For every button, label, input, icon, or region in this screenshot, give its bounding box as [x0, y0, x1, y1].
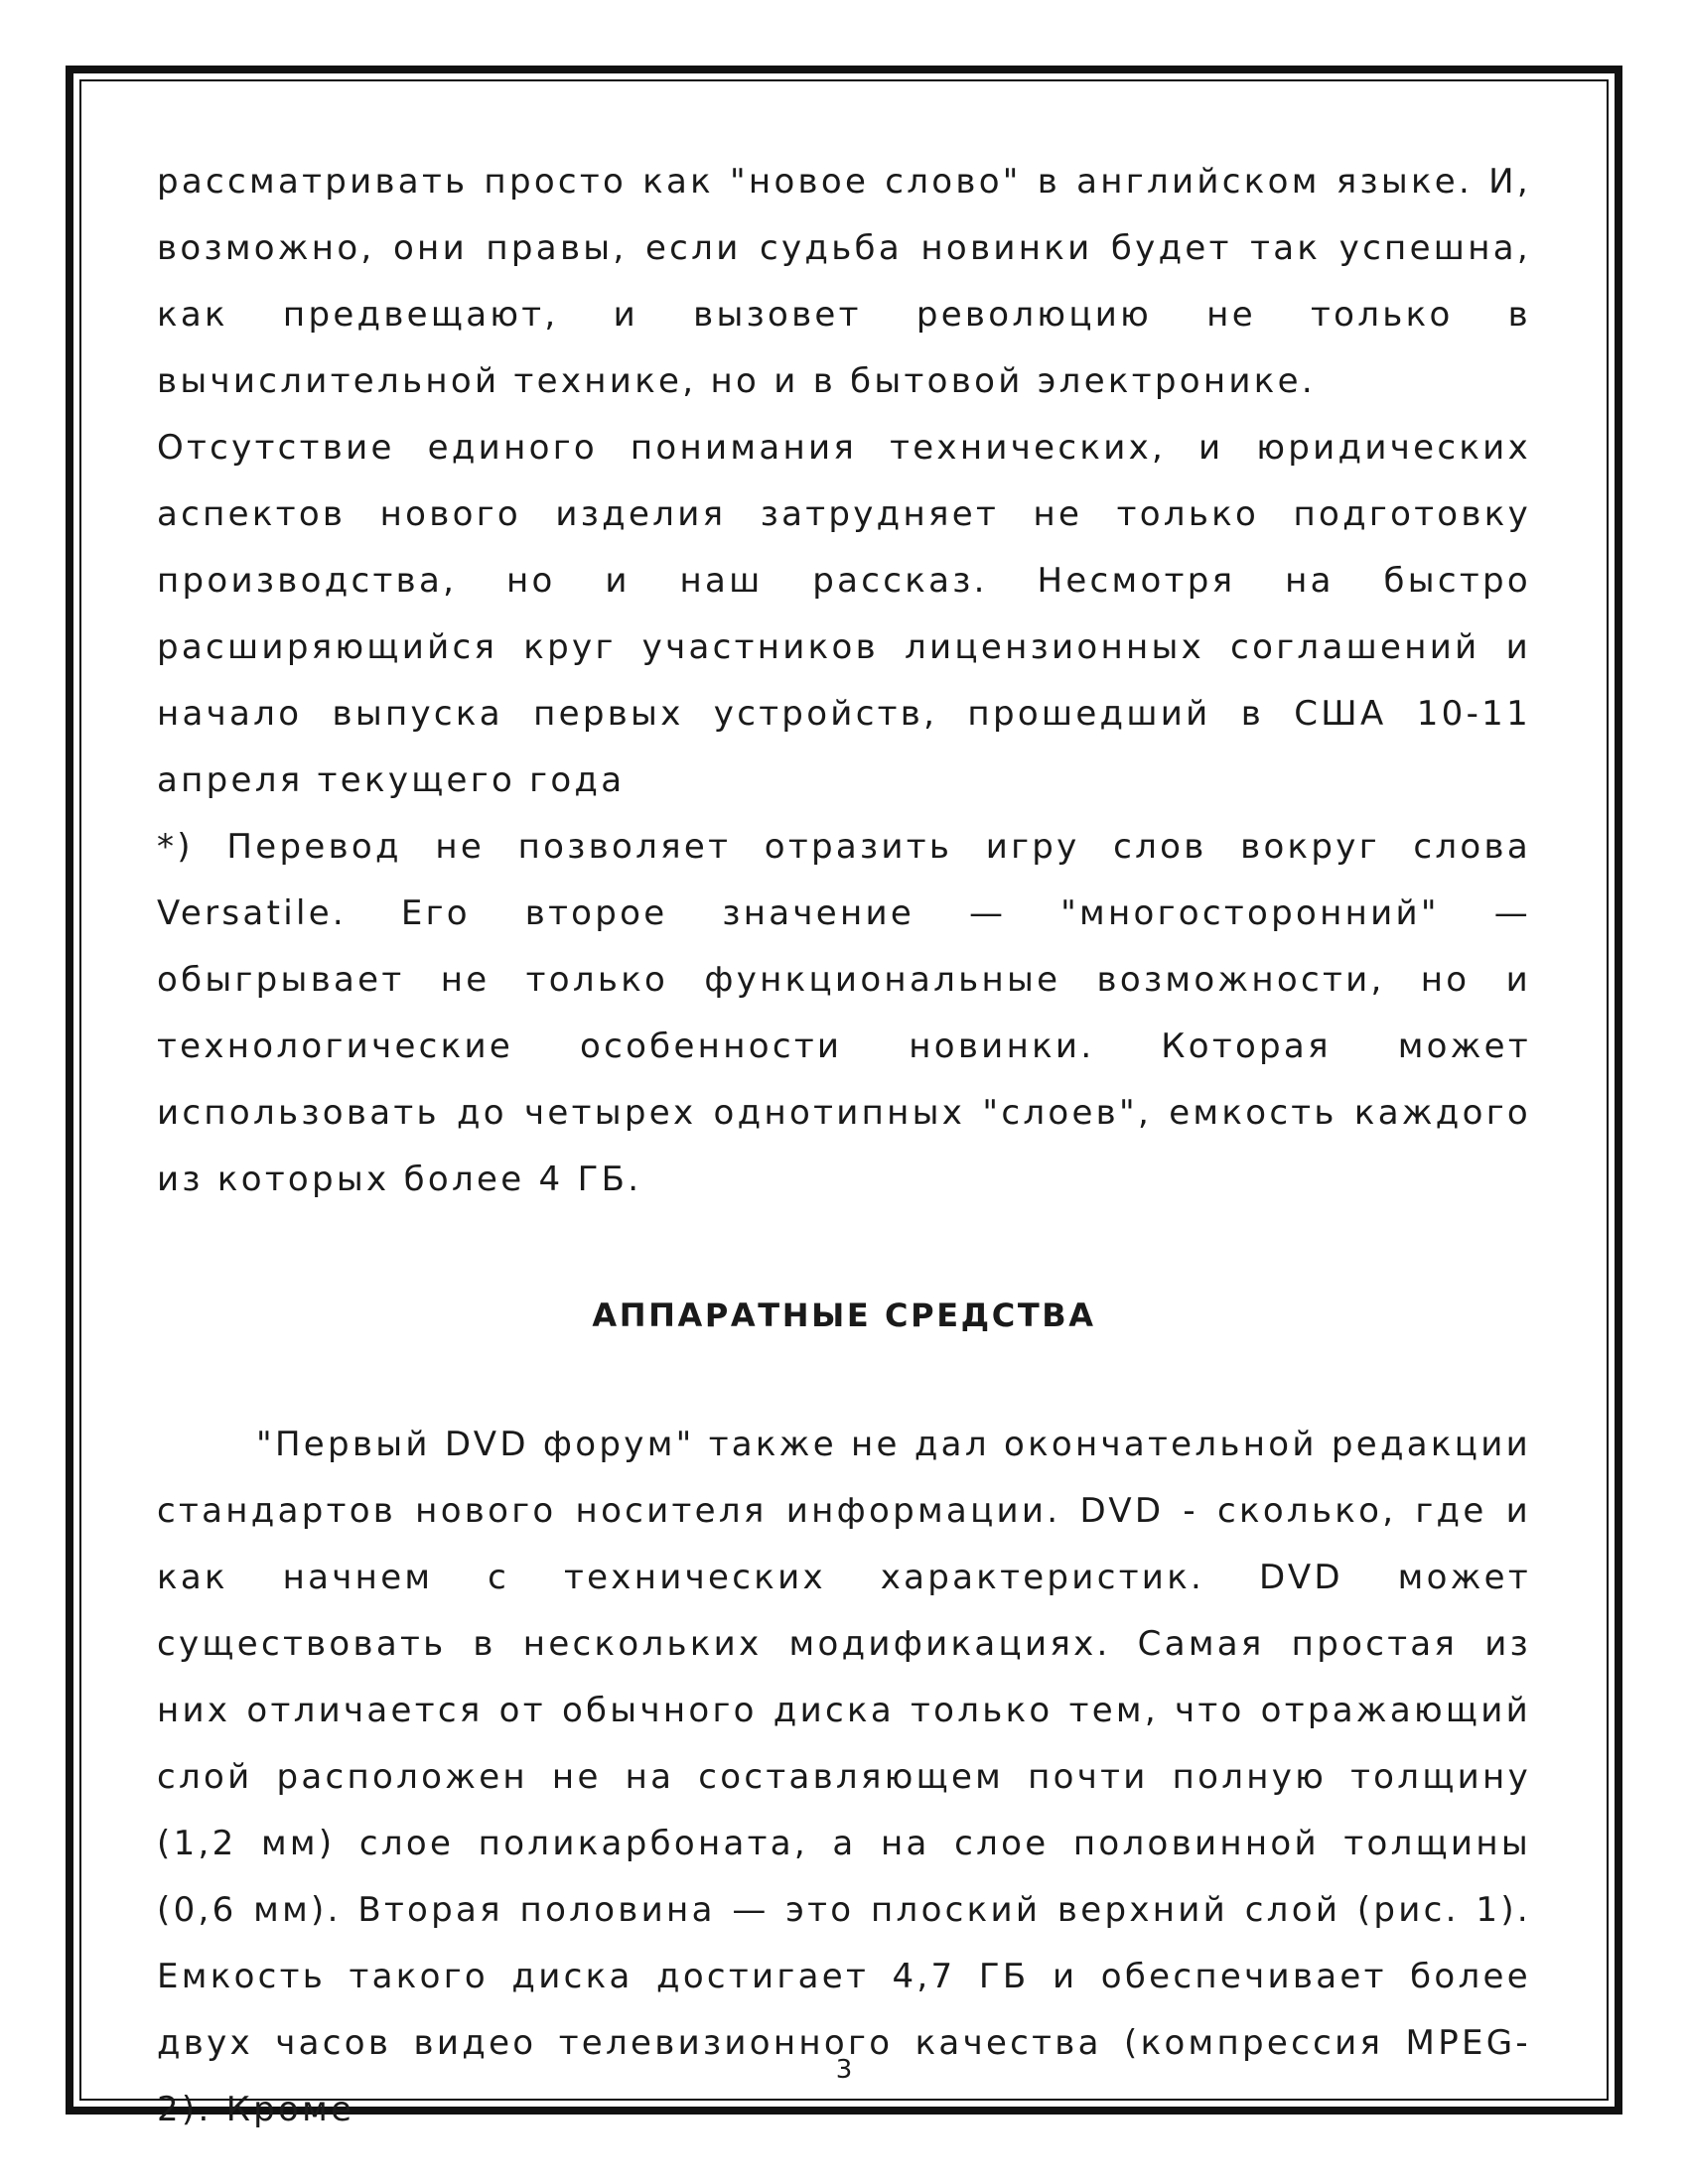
paragraph-hardware: "Первый DVD форум" также не дал окончательной редакции стандартов нового носителя информации. DVD - сколько, где и как начнем с технических характеристик. DVD может существовать в нескольких модификациях. Самая простая из них отличается от обычного диска только тем, что отражающий слой расположен не на составляющем почти полную толщину (1,2 мм) слое поликарбоната, а на слое половинной толщины (0,6 мм). Вторая половина — это плоский верхний слой (рис. 1). Емкость такого диска достигает 4,7 ГБ и обеспечивает более двух часов видео телевизионного качества (компрессия MPEG-2). Кроме: [157, 1425, 1531, 2129]
page-content: [157, 149, 1531, 2143]
paragraph-continuation: рассматривать просто как "новое слово" в английском языке. И, возможно, они правы, если судьба новинки будет так успешна, как предвещают, и вызовет революцию не только в вычислительной технике, но и в бытовой электронике.: [157, 162, 1531, 401]
paragraph-footnote: *) Перевод не позволяет отразить игру слов вокруг слова Versatile. Его второе значение — "многосторонний" — обыгрывает не только функциональные возможности, но и технологические особенности новинки. Которая может использовать до четырех однотипных "слоев", емкость каждого из которых более 4 ГБ.: [157, 827, 1531, 1199]
page-number: 3: [835, 2055, 853, 2085]
section-heading: АППАРАТНЫЕ СРЕДСТВА: [592, 1297, 1096, 1334]
spacer: [157, 1349, 1531, 1412]
paragraph-aspects: Отсутствие единого понимания технических, и юридических аспектов нового изделия затрудняет не только подготовку производства, но и наш рассказ. Несмотря на быстро расширяющийся круг участников лицензионных соглашений и начало выпуска первых устройств, прошедший в США 10-11 апреля текущего года: [157, 428, 1531, 800]
spacer: [157, 1213, 1531, 1283]
